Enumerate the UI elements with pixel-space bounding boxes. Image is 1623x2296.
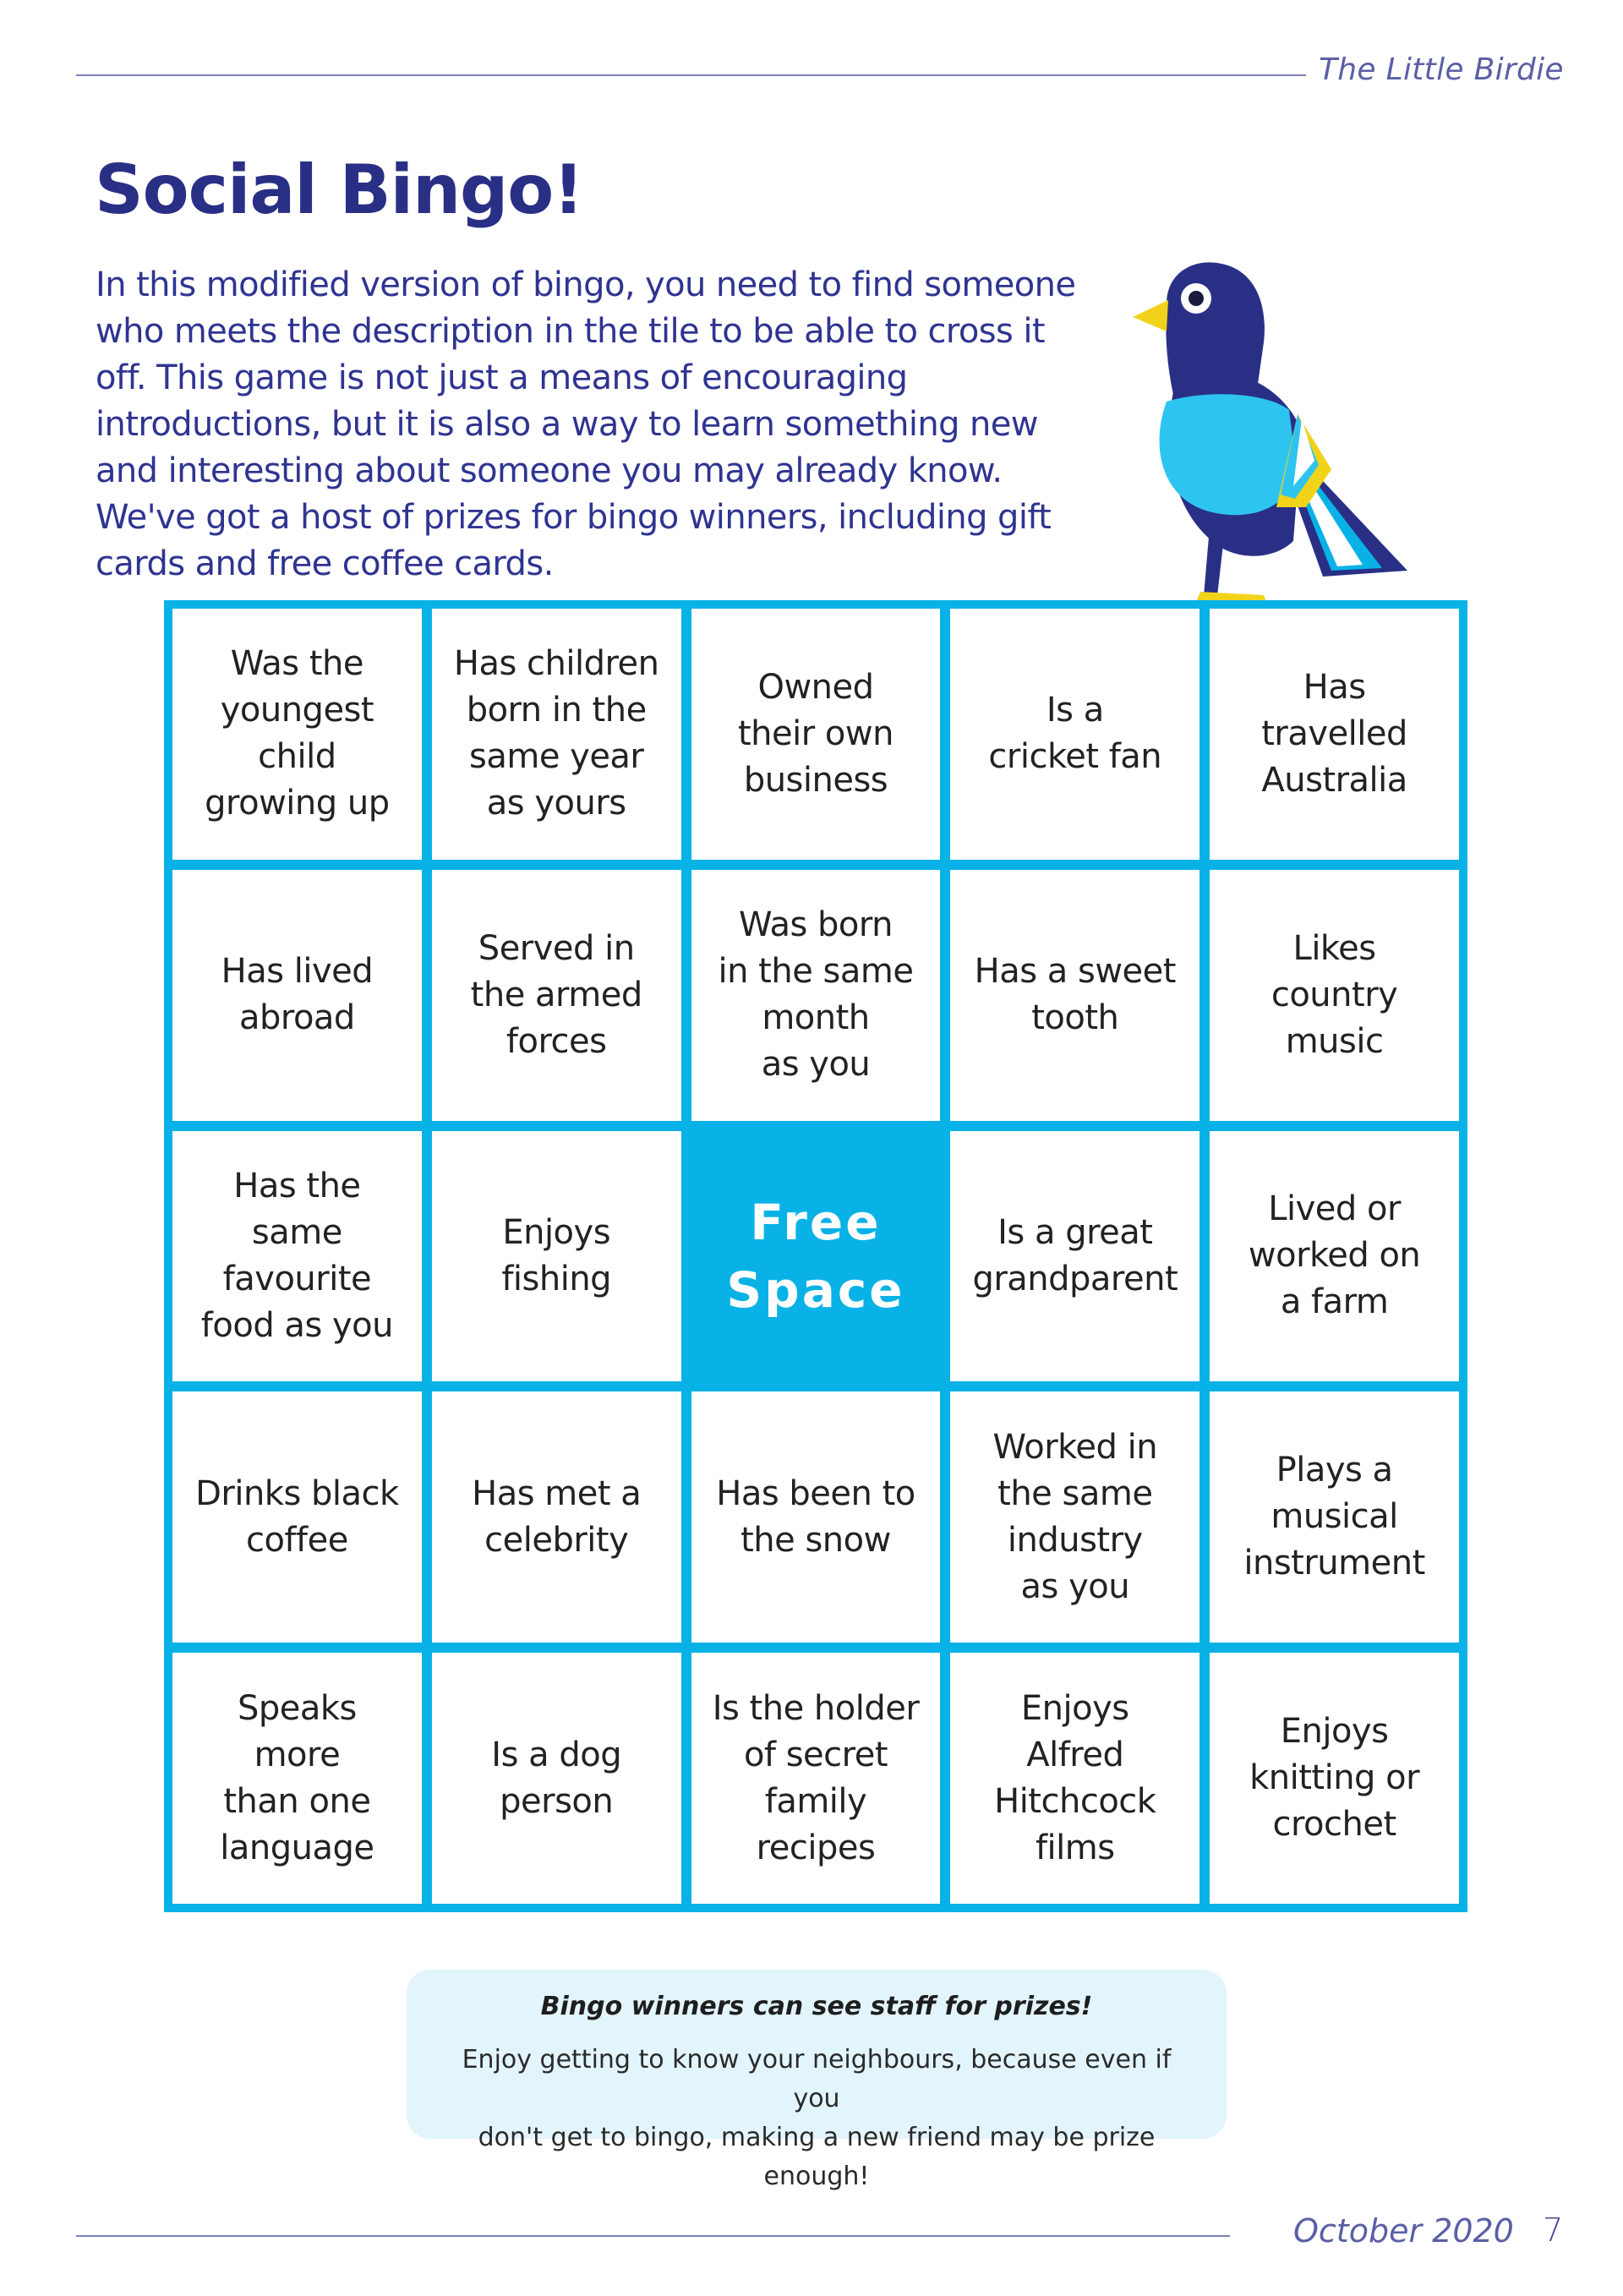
bingo-tile[interactable]: Has lived abroad [172, 870, 422, 1121]
bingo-card [164, 600, 1467, 1912]
bingo-tile[interactable]: Owned their own business [691, 609, 941, 860]
bingo-tile[interactable]: Served in the armed forces [432, 870, 681, 1121]
bingo-tile[interactable]: Lived or worked on a farm [1210, 1131, 1459, 1382]
bingo-tile[interactable]: Plays a musical instrument [1210, 1391, 1459, 1643]
bingo-tile[interactable]: Worked in the same industry as you [950, 1391, 1199, 1643]
bingo-tile[interactable]: Has travelled Australia [1210, 609, 1459, 860]
bingo-tile[interactable]: Is a great grandparent [950, 1131, 1199, 1382]
prize-note-box [407, 1970, 1227, 2191]
publication-title: The Little Birdie [1319, 52, 1564, 87]
bingo-tile[interactable]: Is a dog person [432, 1653, 681, 1904]
bingo-tile[interactable]: Drinks black coffee [172, 1391, 422, 1643]
free-space-tile[interactable]: Free Space [691, 1131, 941, 1382]
bingo-tile[interactable]: Likes country music [1210, 870, 1459, 1121]
header-rule [76, 74, 1306, 76]
page-number: 7 [1543, 2211, 1564, 2249]
page-title: Social Bingo! [95, 150, 583, 229]
footer-rule [76, 2235, 1230, 2237]
intro-paragraph: In this modified version of bingo, you need to find someone who meets the description in the tile to be able to cross it off. This game is not just a means of encouraging introductions, but it is also a way to learn something new and interesting about someone you may already know. We've got a host of prizes for bingo winners, including gift cards and free coffee cards. [96, 265, 1076, 583]
bingo-tile[interactable]: Has been to the snow [691, 1391, 941, 1643]
note-body: Enjoy getting to know your neighbours, because even if you don't get to bingo, making a new friend may be prize enough! [462, 2045, 1172, 2191]
bingo-tile[interactable]: Enjoys Alfred Hitchcock films [950, 1653, 1199, 1904]
note-title: Bingo winners can see staff for prizes! [540, 1992, 1093, 2021]
bingo-tile[interactable]: Has met a celebrity [432, 1391, 681, 1643]
bingo-tile[interactable]: Has a sweet tooth [950, 870, 1199, 1121]
issue-date: October 2020 [1293, 2212, 1514, 2250]
bingo-tile[interactable]: Enjoys knitting or crochet [1210, 1653, 1459, 1904]
bingo-tile[interactable]: Speaks more than one language [172, 1653, 422, 1904]
bingo-tile[interactable]: Was born in the same month as you [691, 870, 941, 1121]
bingo-tile[interactable]: Is the holder of secret family recipes [691, 1653, 941, 1904]
bingo-tile[interactable]: Has children born in the same year as yours [432, 609, 681, 860]
bird-icon [1116, 254, 1437, 613]
bingo-tile[interactable]: Is a cricket fan [950, 609, 1199, 860]
bingo-tile[interactable]: Enjoys fishing [432, 1131, 681, 1382]
bingo-tile[interactable]: Was the youngest child growing up [172, 609, 422, 860]
bingo-tile[interactable]: Has the same favourite food as you [172, 1131, 422, 1382]
